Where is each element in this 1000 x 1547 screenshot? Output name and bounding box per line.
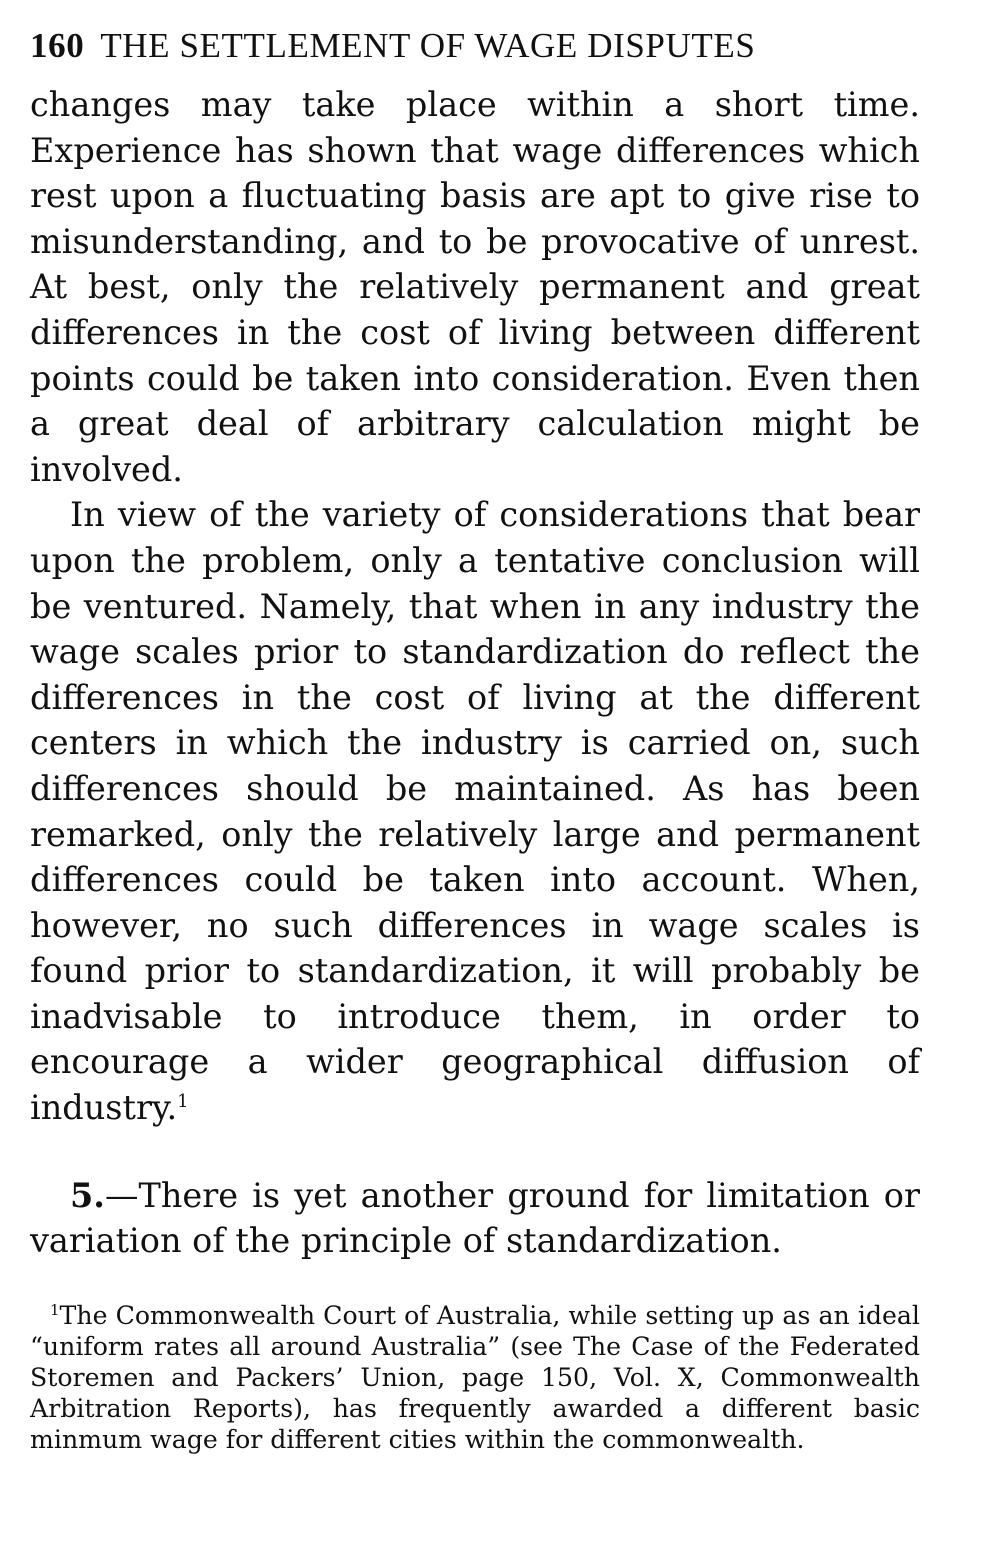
footnote-marker: 1	[50, 1300, 60, 1319]
body-text	[30, 82, 920, 1264]
paragraph-conclusion	[30, 492, 920, 1130]
footnote-text: The Commonwealth Court of Australia, while setting up as an ideal “uniform rates all around Australia” (see The Case of the Federated Storemen and Packers’ Union, page 150, Vol. X, Commonwealth Arbitration Reports), has frequently awarded a different basic minmum wage for different cities within the commonwealth.	[30, 1300, 920, 1454]
paragraph-continuation: changes may take place within a short time. Experience has shown that wage differences which rest upon a fluctuating basis are apt to give rise to misunderstanding, and to be provocative of unrest. At best, only the relatively permanent and great differences in the cost of living between different points could be taken into consideration. Even then a great deal of arbitrary calculation might be involved.	[30, 85, 920, 489]
book-page	[30, 26, 920, 1455]
running-title: THE SETTLEMENT OF WAGE DISPUTES	[100, 26, 756, 65]
page-number: 160	[30, 26, 85, 65]
section-paragraph	[30, 1173, 920, 1264]
running-head	[30, 26, 920, 66]
footnote-reference: 1	[177, 1091, 189, 1113]
paragraph-conclusion-text: In view of the variety of considerations that bear upon the problem, only a tentative conclusion will be ventured. Namely, that when in any industry the wage scales prior to standardization do reflect the differences in the cost of living at the different centers in which the industry is carried on, such differences should be maintained. As has been remarked, only the relatively large and permanent differences could be taken into account. When, however, no such differences in wage scales is found prior to standardization, it will probably be inadvisable to introduce them, in order to encourage a wider geographical diffusion of industry.	[30, 495, 920, 1128]
section-text: —There is yet another ground for limitation or variation of the principle of standardization.	[30, 1175, 920, 1261]
section-number: 5.	[70, 1175, 105, 1215]
footnote	[30, 1300, 920, 1455]
